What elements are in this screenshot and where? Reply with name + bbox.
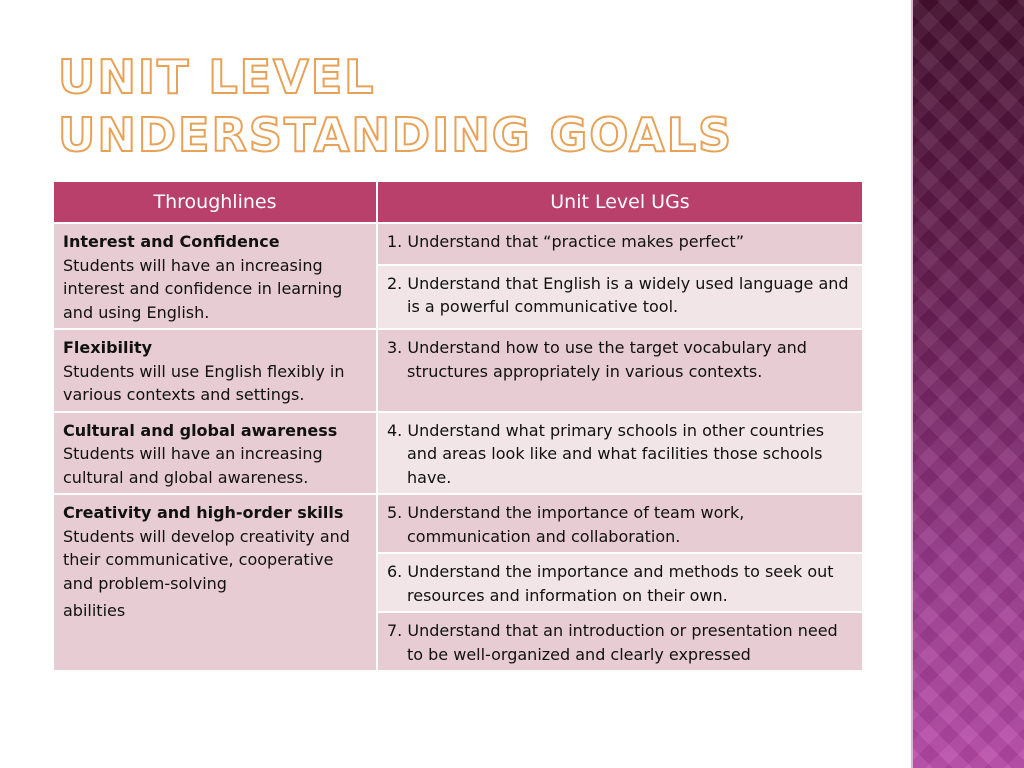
table-row [53, 412, 863, 495]
throughline-title: Creativity and high-order skills [63, 503, 344, 522]
slide-title-line-2: UNDERSTANDING GOALS [58, 108, 734, 162]
throughline-cell [53, 223, 377, 329]
slide-title [58, 48, 733, 164]
throughline-cell [53, 329, 377, 412]
ug-cell [377, 329, 863, 412]
throughline-description: Students will have an increasing cultural and global awareness. [63, 444, 323, 487]
ug-item: 2. Understand that English is a widely used language and is a powerful communicative tool. [387, 273, 849, 317]
ug-item: 1. Understand that “practice makes perfect” [387, 232, 744, 251]
header-throughlines: Throughlines [53, 181, 377, 223]
throughline-description: Students will have an increasing interest and confidence in learning and using English. [63, 255, 343, 322]
ug-item: 4. Understand what primary schools in other countries and areas look like and what facilities those schools have. [387, 420, 825, 487]
ug-cell [377, 223, 863, 265]
understanding-goals-table [52, 180, 864, 672]
throughline-cell [53, 494, 377, 671]
throughline-title: Interest and Confidence [63, 232, 280, 251]
table-header-row [53, 181, 863, 223]
table-row [53, 223, 863, 265]
ug-item: 5. Understand the importance of team work, communication and collaboration. [387, 503, 745, 546]
slide-title-line-1: UNIT LEVEL [58, 50, 376, 104]
throughline-title: Flexibility [63, 338, 153, 357]
ug-cell [377, 494, 863, 553]
throughline-cell [53, 412, 377, 495]
throughline-title: Cultural and global awareness [63, 420, 338, 440]
throughline-description-end: abilities [63, 601, 126, 620]
throughline-description: Students will develop creativity and their communicative, cooperative and problem-solving [63, 526, 350, 593]
table-row [53, 494, 863, 553]
header-unit-level-ugs: Unit Level UGs [377, 181, 863, 223]
ug-cell [377, 412, 863, 495]
decorative-sidebar [913, 0, 1024, 768]
ug-cell [377, 612, 863, 671]
ug-item: 3. Understand how to use the target vocabulary and structures appropriately in various contexts. [387, 338, 807, 381]
ug-cell [377, 553, 863, 612]
ug-item: 7. Understand that an introduction or presentation need to be well-organized and clearly expressed [387, 621, 838, 664]
ug-item: 6. Understand the importance and methods to seek out resources and information on their own. [387, 562, 834, 605]
ug-cell [377, 265, 863, 329]
throughline-description: Students will use English flexibly in various contexts and settings. [63, 361, 345, 404]
table-row [53, 329, 863, 412]
